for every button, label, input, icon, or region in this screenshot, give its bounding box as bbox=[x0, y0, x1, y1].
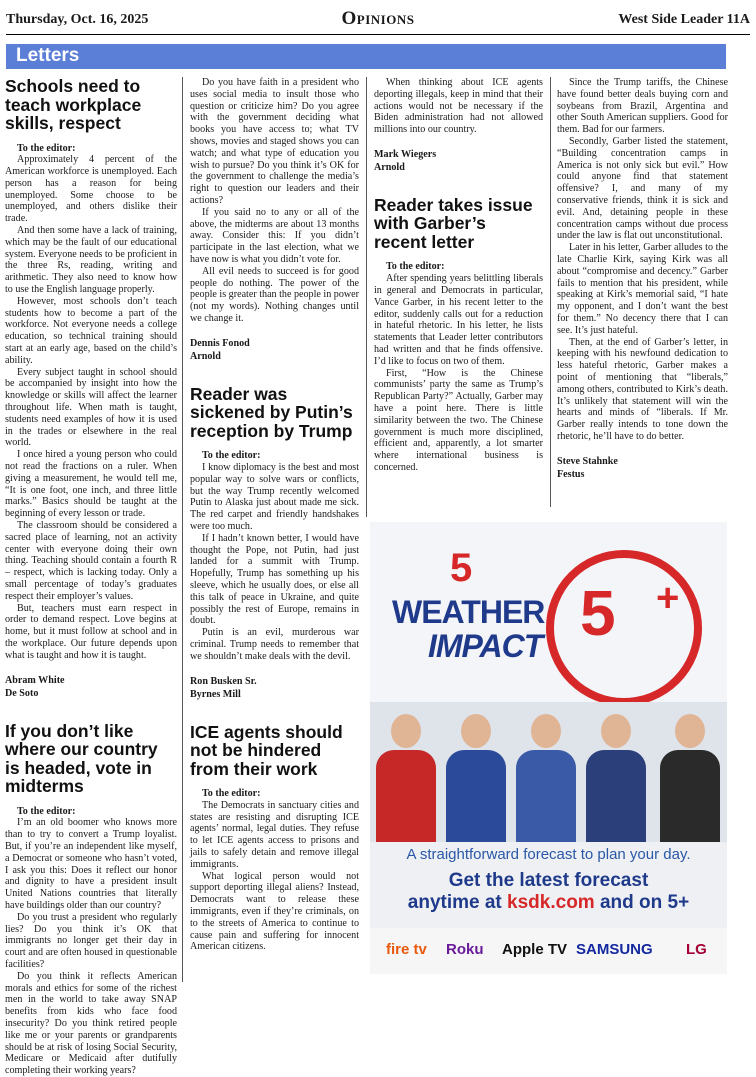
ad-cta-line-2 bbox=[370, 892, 727, 914]
author-town: De Soto bbox=[5, 687, 39, 699]
ad-url-link[interactable]: ksdk.com bbox=[507, 892, 595, 913]
letters-section-bar bbox=[6, 44, 726, 69]
paragraph: Putin is an evil, murderous war criminal. Trump needs to remember that we shouldn’t make deals with the devil. bbox=[190, 627, 359, 662]
team-member bbox=[376, 714, 436, 842]
five-plus-logo: 5 bbox=[580, 577, 616, 649]
salutation: To the editor: bbox=[202, 450, 261, 462]
paragraph: And then some have a lack of training, which may be the fault of our educational system. Everyone needs to be proficient in the three Rs, reading, writing and arithmetic. They also need to know how to use the English language properly. bbox=[5, 225, 177, 296]
paragraph: After spending years belittling liberals in general and Democrats in particular, Vance Garber, in his recent letter to the editor, suddenly calls out for a reduction in hateful rhetoric. In his letter, he lists statements that Leader letter contributors had written and that he finds offensive. I’d like to focus on two of them. bbox=[374, 273, 543, 367]
column-4 bbox=[557, 77, 728, 517]
letter-article bbox=[5, 722, 177, 1077]
paragraph: However, most schools don’t teach students how to become a part of the workforce. Not everyone needs a college education, so technical training should start at an early age, based on the child’s ability. bbox=[5, 295, 177, 366]
letter-article bbox=[557, 77, 728, 481]
column-divider bbox=[550, 77, 551, 507]
paragraph: I’m an old boomer who knows more than to try to convert a Trump loyalist. But, if you’re an independent like myself, a Democrat or someone who hasn’t voted, I ask you this: Does it reflect our honor and dignity to have a president insult United Nations countries that literally have buildings older than our country? bbox=[5, 817, 177, 911]
roku-logo: Roku bbox=[446, 941, 484, 958]
ad-cta-line-1: Get the latest forecast bbox=[448, 870, 649, 891]
column-2 bbox=[190, 77, 359, 982]
publication-page: West Side Leader 11A bbox=[618, 12, 750, 27]
cta-suffix: and on 5+ bbox=[594, 892, 690, 913]
salutation: To the editor: bbox=[17, 142, 76, 154]
team-member bbox=[660, 714, 720, 842]
letter-article bbox=[374, 196, 543, 474]
salutation: To the editor: bbox=[386, 261, 445, 273]
letter-article bbox=[190, 77, 359, 363]
firetv-logo: fire tv bbox=[386, 941, 427, 958]
author-signature bbox=[190, 337, 359, 363]
author-signature bbox=[5, 674, 177, 700]
letter-headline: ICE agents should not be hindered from their work bbox=[190, 721, 343, 779]
paragraph: All evil needs to succeed is for good people do nothing. The power of the people is greater than the people in power (not my words). Nothing changes until we change it. bbox=[190, 265, 360, 324]
paragraph: Since the Trump tariffs, the Chinese have found better deals buying corn and soybeans from Brazil, Argentina and other South American suppliers. Good for them. Bad for our farmers. bbox=[557, 77, 728, 136]
paragraph: I know diplomacy is the best and most popular way to solve wars or conflicts, but the way Trump recently welcomed Putin to Alaska just about made me sick. The red carpet and friendly handshakes were too much. bbox=[190, 462, 359, 533]
paragraph: The Democrats in sanctuary cities and states are resisting and disrupting ICE agents’ normal, legal duties. They refuse to let ICE agents access to prisons and jails to safely detain and remove illegal immigrants. bbox=[190, 799, 359, 870]
author-name: Ron Busken Sr. bbox=[190, 675, 257, 687]
paragraph: Secondly, Garber listed the statement, “Building concentration camps in America is not only sick but evil.” How could anyone find that statement offensive? I, and many of my conservative friends, think it is sick and evil. And, detaining people in these concentration camps without due process under the law is flat out unconstitutional. bbox=[557, 135, 728, 242]
letter-article bbox=[190, 385, 359, 701]
lg-logo: LG bbox=[686, 941, 707, 958]
paragraph: But, teachers must earn respect in order to demand respect. Love begins at home, but it must follow at school and in the workplace. Our future depends upon what is taught and how it is taught. bbox=[5, 602, 177, 661]
ad-tagline: A straightforward forecast to plan your day. bbox=[406, 846, 691, 863]
salutation: To the editor: bbox=[17, 805, 76, 817]
author-town: Arnold bbox=[190, 350, 221, 362]
letter-article bbox=[374, 77, 543, 174]
channel-5-logo: 5 bbox=[450, 546, 473, 590]
author-signature bbox=[557, 455, 728, 481]
paragraph: When thinking about ICE agents deporting illegals, keep in mind that their actions would not be necessary if the Biden administration had not allowed millions into our country. bbox=[374, 77, 543, 136]
paragraph: I once hired a young person who could not read the fractions on a ruler. When giving a measurement, he would tell me, “It is one foot, one inch, and three little marks.” Basics should be taught at the beginning of every lesson or trade. bbox=[5, 449, 177, 520]
section-title: Opinions bbox=[341, 8, 415, 29]
forecast-team-photo bbox=[370, 702, 727, 842]
letters-label: Letters bbox=[16, 45, 80, 66]
team-member bbox=[586, 714, 646, 842]
author-town: Arnold bbox=[374, 161, 405, 173]
author-signature bbox=[190, 675, 359, 701]
streaming-platforms bbox=[370, 928, 727, 974]
paragraph: First, “How is the Chinese communists’ party the same as Trump’s Republican Party?” Actually, Garber may have a point here. There is little similarity between the two. The Chinese government is much more disciplined, efficient and, apparently, a lot smarter where international business is concerned. bbox=[374, 367, 543, 474]
team-member bbox=[446, 714, 506, 842]
salutation: To the editor: bbox=[202, 788, 261, 800]
letter-article bbox=[5, 77, 177, 700]
author-name: Dennis Fonod bbox=[190, 337, 250, 349]
ad-logo-area bbox=[370, 522, 727, 702]
samsung-logo: SAMSUNG bbox=[576, 941, 653, 958]
weather-impact-ad[interactable] bbox=[370, 522, 727, 974]
letter-headline: Reader takes issue with Garber’s recent letter bbox=[374, 194, 533, 252]
letter-headline: Reader was sickened by Putin’s reception by Trump bbox=[190, 383, 353, 441]
ad-brand-impact: IMPACT bbox=[428, 628, 543, 664]
column-3 bbox=[374, 77, 543, 517]
letter-headline: If you don’t like where our country is headed, vote in midterms bbox=[5, 720, 158, 797]
ad-brand-weather: WEATHER bbox=[392, 594, 545, 630]
letter-headline: Schools need to teach workplace skills, respect bbox=[5, 76, 142, 133]
paragraph: Approximately 4 percent of the American workforce is unemployed. Each person has a reason for being unemployed. Some choose to be unemployed, and others dislike their trade. bbox=[5, 154, 177, 225]
column-divider bbox=[182, 77, 183, 982]
paragraph: Do you trust a president who regularly lies? Do you think it’s OK that immigrants no longer get their day in court and are often housed in questionable facilities? bbox=[5, 911, 177, 970]
five-plus-circle-icon bbox=[546, 550, 702, 706]
column-divider bbox=[366, 77, 367, 517]
column-1 bbox=[5, 76, 177, 1077]
author-name: Abram White bbox=[5, 674, 65, 686]
plus-icon: + bbox=[656, 576, 680, 620]
paragraph: If I hadn’t known better, I would have thought the Pope, not Putin, had just landed for a summit with Trump. Hopefully, Trump has something up his sleeve, which he usually does, or else all this talk of peace in Ukraine, and quite possibly the rest of Europe, remains in doubt. bbox=[190, 532, 359, 627]
paragraph: Do you think it reflects American morals and ethics for some of the richest men in the world to take away SNAP benefits from kids who face food insecurity? Do you think retired people like me or your parents or grandparents should be at risk of losing Social Security, Medicare or Medicaid after dutifully completing their working years? bbox=[5, 970, 177, 1077]
author-town: Festus bbox=[557, 468, 585, 480]
author-name: Mark Wiegers bbox=[374, 148, 437, 160]
paragraph: Later in his letter, Garber alludes to the late Charlie Kirk, saying Kirk was all about “compromise and decency.” Garber fails to mention that his president, while speaking at Kirk’s memorial said, “I hate my opponent, and I don’t want the best for them.” No decency there that I can see. It’s just hateful. bbox=[557, 242, 728, 336]
paragraph: Every subject taught in school should be accompanied by insight into how the knowledge or skills will affect the learner throughout life. When math is taught, students need examples of how it is used in the trades or elsewhere in the real world. bbox=[5, 366, 177, 449]
paragraph: What logical person would not support deporting illegal aliens? Instead, Democrats want to release these immigrants, even if they’re criminals, on to the streets of America to continue to cause pain and suffering for innocent American citizens. bbox=[190, 870, 359, 953]
letter-article bbox=[190, 723, 359, 954]
author-signature bbox=[374, 148, 543, 174]
appletv-logo: Apple TV bbox=[502, 941, 568, 958]
team-member bbox=[516, 714, 576, 842]
issue-date: Thursday, Oct. 16, 2025 bbox=[6, 12, 149, 27]
author-town: Byrnes Mill bbox=[190, 688, 241, 700]
paragraph: Do you have faith in a president who uses social media to insult those who question or criticize him? Do you agree with the government deciding what books you have access to; what TV shows, movies and staged shows you can watch; and what type of education you wish to pursue? Do you think it’s OK for the government to challenge the media’s right to question our leaders and their actions? bbox=[190, 77, 359, 206]
page-header bbox=[6, 8, 750, 35]
cta-prefix: anytime at bbox=[407, 892, 508, 913]
author-name: Steve Stahnke bbox=[557, 455, 618, 467]
paragraph: Then, at the end of Garber’s letter, in keeping with his newfound dedication to less hateful rhetoric, Garber makes a point of mentioning that “liberals,” among others, contributed to Kirk’s death. It’s unlikely that statement will win the hearts and minds of “liberals. If Mr. Garber really intends to tone down the rhetoric, he’ll have to do better. bbox=[557, 336, 728, 442]
paragraph: If you said no to any or all of the above, the midterms are about 13 months away. Consider this: If you didn’t participate in the last election, what we have now is what you didn’t vote for. bbox=[190, 206, 359, 265]
paragraph: The classroom should be considered a sacred place of learning, not an activity center with everyone doing their own thing. Teaching should contain a fourth R – respect, which is lacking today. Only a small percentage of today’s graduates respect their employer’s values. bbox=[5, 520, 177, 602]
